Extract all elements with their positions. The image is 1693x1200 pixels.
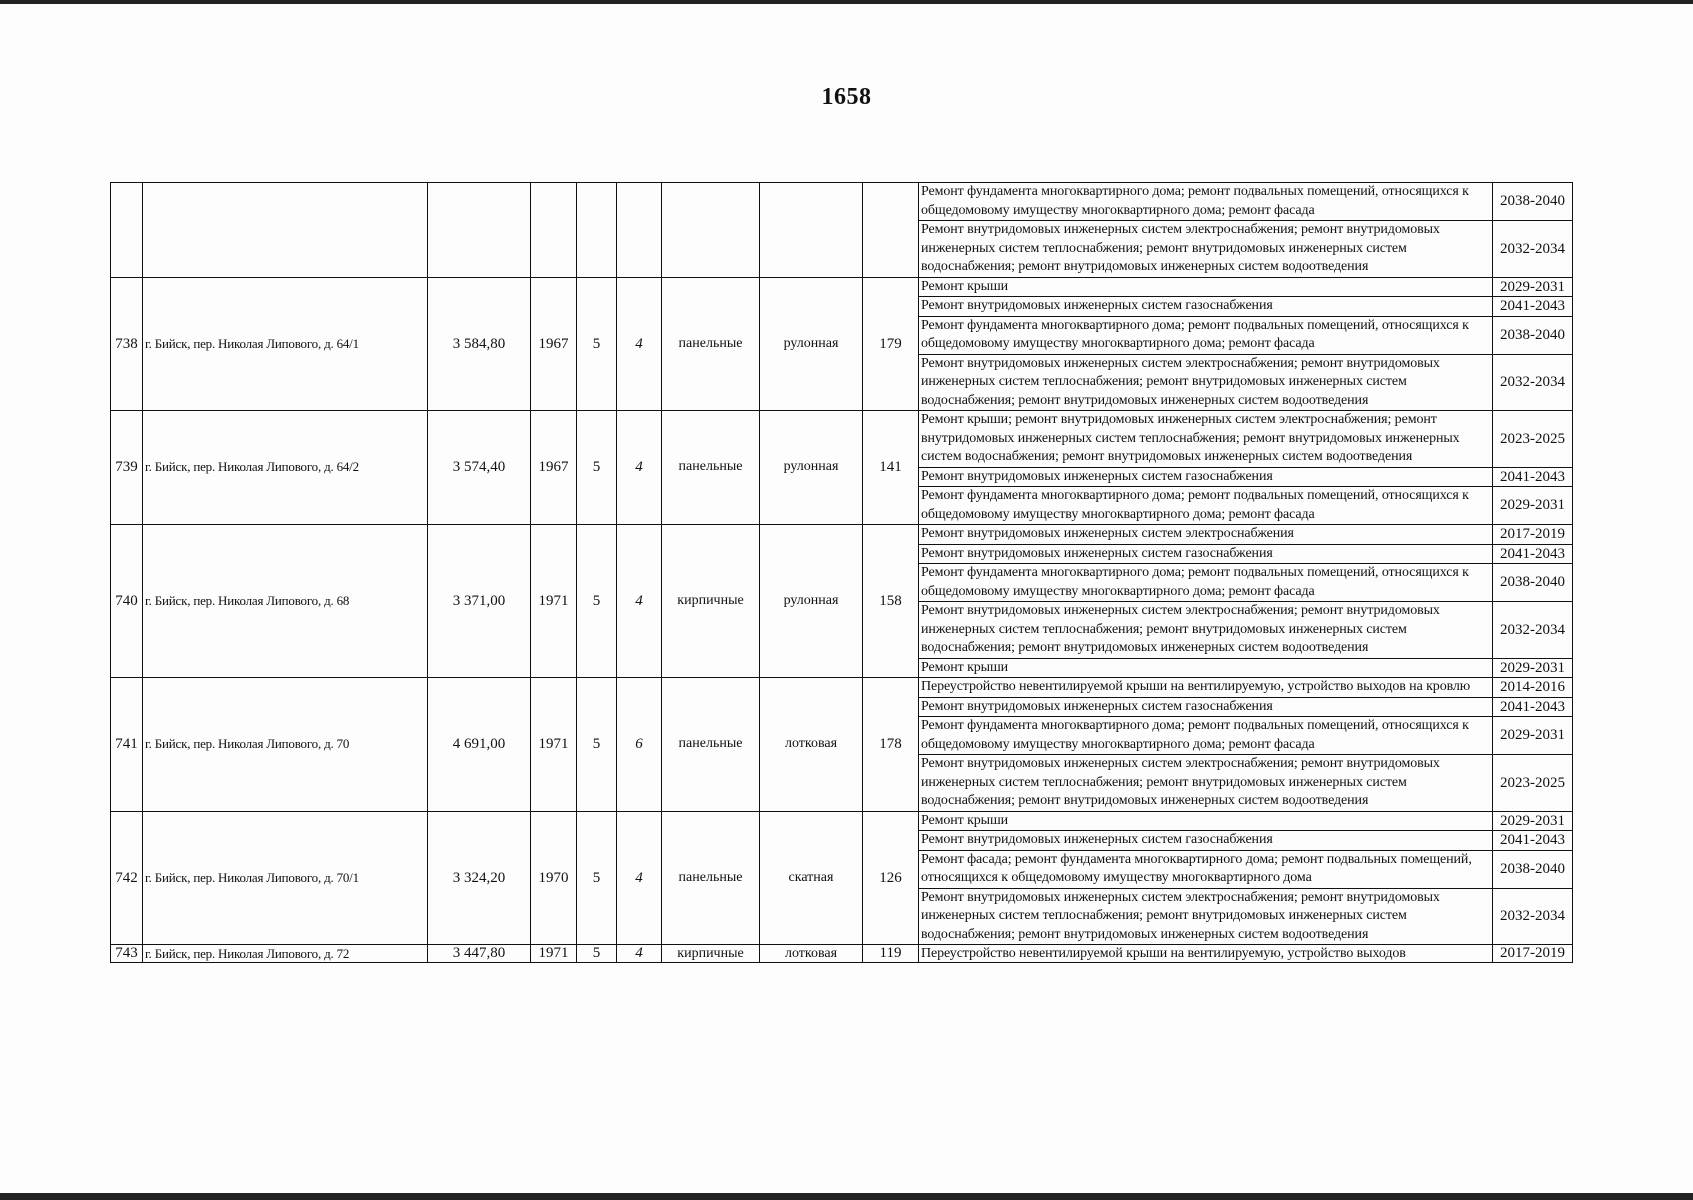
scan-bottom-edge: [0, 1193, 1693, 1200]
work-description: Ремонт внутридомовых инженерных систем газоснабжения: [919, 544, 1493, 564]
residents-count: 179: [863, 277, 919, 411]
building-number: 742: [111, 811, 143, 945]
roof-type: рулонная: [760, 525, 863, 678]
scan-top-edge: [0, 0, 1693, 4]
building-number: 743: [111, 945, 143, 963]
build-year: 1971: [531, 678, 577, 812]
work-description: Ремонт крыши; ремонт внутридомовых инженерных систем электроснабжения; ремонт внутридомовых инженерных систем теплоснабжения; ремонт внутридомовых инженерных систем водоснабжения; ремонт внутридомовых инженерных систем водоотведения: [919, 411, 1493, 468]
table-row: [111, 811, 1573, 831]
table-row: [111, 525, 1573, 545]
work-period: 2023-2025: [1493, 411, 1573, 468]
roof-type: рулонная: [760, 277, 863, 411]
wall-material: кирпичные: [662, 525, 760, 678]
table-row: [111, 945, 1573, 963]
wall-material: кирпичные: [662, 945, 760, 963]
work-description: Ремонт внутридомовых инженерных систем газоснабжения: [919, 297, 1493, 317]
roof-type: рулонная: [760, 411, 863, 525]
work-description: Ремонт внутридомовых инженерных систем электроснабжения; ремонт внутридомовых инженерных систем теплоснабжения; ремонт внутридомовых инженерных систем водоснабжения; ремонт внутридомовых инженерных систем водоотведения: [919, 888, 1493, 945]
building-address: г. Бийск, пер. Николая Липового, д. 64/2: [143, 411, 428, 525]
work-description: Переустройство невентилируемой крыши на вентилируемую, устройство выходов: [919, 945, 1493, 963]
wall-material: панельные: [662, 411, 760, 525]
work-description: Ремонт внутридомовых инженерных систем газоснабжения: [919, 697, 1493, 717]
work-period: 2041-2043: [1493, 297, 1573, 317]
work-description: Ремонт внутридомовых инженерных систем газоснабжения: [919, 831, 1493, 851]
building-number: 740: [111, 525, 143, 678]
work-period: 2038-2040: [1493, 564, 1573, 602]
work-description: Ремонт крыши: [919, 277, 1493, 297]
floors-count: 5: [577, 678, 617, 812]
wall-material: [662, 183, 760, 278]
building-address: г. Бийск, пер. Николая Липового, д. 72: [143, 945, 428, 963]
floors-count: [577, 183, 617, 278]
work-description: Ремонт внутридомовых инженерных систем газоснабжения: [919, 467, 1493, 487]
work-description: Переустройство невентилируемой крыши на вентилируемую, устройство выходов на кровлю: [919, 678, 1493, 698]
build-year: [531, 183, 577, 278]
table-row: [111, 183, 1573, 221]
work-period: 2038-2040: [1493, 850, 1573, 888]
entrances-count: 4: [617, 411, 662, 525]
building-address: г. Бийск, пер. Николая Липового, д. 70/1: [143, 811, 428, 945]
building-number: 741: [111, 678, 143, 812]
work-description: Ремонт фундамента многоквартирного дома; ремонт подвальных помещений, относящихся к общедомовому имуществу многоквартирного дома; ремонт фасада: [919, 717, 1493, 755]
work-period: 2032-2034: [1493, 602, 1573, 659]
work-period: 2041-2043: [1493, 544, 1573, 564]
work-period: 2041-2043: [1493, 467, 1573, 487]
building-number: 739: [111, 411, 143, 525]
building-area: [428, 183, 531, 278]
residents-count: 178: [863, 678, 919, 812]
residents-count: 158: [863, 525, 919, 678]
entrances-count: [617, 183, 662, 278]
floors-count: 5: [577, 277, 617, 411]
floors-count: 5: [577, 411, 617, 525]
residents-count: [863, 183, 919, 278]
work-period: 2017-2019: [1493, 945, 1573, 963]
work-description: Ремонт внутридомовых инженерных систем электроснабжения; ремонт внутридомовых инженерных систем теплоснабжения; ремонт внутридомовых инженерных систем водоснабжения; ремонт внутридомовых инженерных систем водоотведения: [919, 221, 1493, 278]
work-description: Ремонт внутридомовых инженерных систем электроснабжения; ремонт внутридомовых инженерных систем теплоснабжения; ремонт внутридомовых инженерных систем водоснабжения; ремонт внутридомовых инженерных систем водоотведения: [919, 602, 1493, 659]
entrances-count: 6: [617, 678, 662, 812]
work-period: 2032-2034: [1493, 221, 1573, 278]
work-description: Ремонт внутридомовых инженерных систем электроснабжения: [919, 525, 1493, 545]
work-period: 2038-2040: [1493, 316, 1573, 354]
building-number: [111, 183, 143, 278]
work-period: 2032-2034: [1493, 354, 1573, 411]
entrances-count: 4: [617, 945, 662, 963]
building-address: г. Бийск, пер. Николая Липового, д. 64/1: [143, 277, 428, 411]
floors-count: 5: [577, 945, 617, 963]
floors-count: 5: [577, 525, 617, 678]
table-body: [111, 183, 1573, 963]
residents-count: 119: [863, 945, 919, 963]
work-description: Ремонт внутридомовых инженерных систем электроснабжения; ремонт внутридомовых инженерных систем теплоснабжения; ремонт внутридомовых инженерных систем водоснабжения; ремонт внутридомовых инженерных систем водоотведения: [919, 354, 1493, 411]
table-row: [111, 277, 1573, 297]
building-number: 738: [111, 277, 143, 411]
building-area: 3 574,40: [428, 411, 531, 525]
building-area: 3 447,80: [428, 945, 531, 963]
work-period: 2029-2031: [1493, 811, 1573, 831]
page-number: 1658: [821, 84, 872, 110]
roof-type: лотковая: [760, 678, 863, 812]
building-area: 4 691,00: [428, 678, 531, 812]
building-address: г. Бийск, пер. Николая Липового, д. 70: [143, 678, 428, 812]
work-period: 2014-2016: [1493, 678, 1573, 698]
work-description: Ремонт фундамента многоквартирного дома; ремонт подвальных помещений, относящихся к общедомовому имуществу многоквартирного дома; ремонт фасада: [919, 316, 1493, 354]
work-description: Ремонт фундамента многоквартирного дома; ремонт подвальных помещений, относящихся к общедомовому имуществу многоквартирного дома; ремонт фасада: [919, 564, 1493, 602]
work-period: 2032-2034: [1493, 888, 1573, 945]
repair-program-table: [110, 182, 1573, 963]
build-year: 1971: [531, 945, 577, 963]
wall-material: панельные: [662, 811, 760, 945]
entrances-count: 4: [617, 525, 662, 678]
building-area: 3 584,80: [428, 277, 531, 411]
roof-type: лотковая: [760, 945, 863, 963]
wall-material: панельные: [662, 678, 760, 812]
building-area: 3 324,20: [428, 811, 531, 945]
work-period: 2029-2031: [1493, 277, 1573, 297]
work-period: 2041-2043: [1493, 697, 1573, 717]
building-address: [143, 183, 428, 278]
work-period: 2017-2019: [1493, 525, 1573, 545]
work-period: 2029-2031: [1493, 717, 1573, 755]
build-year: 1971: [531, 525, 577, 678]
build-year: 1970: [531, 811, 577, 945]
building-address: г. Бийск, пер. Николая Липового, д. 68: [143, 525, 428, 678]
residents-count: 126: [863, 811, 919, 945]
residents-count: 141: [863, 411, 919, 525]
work-description: Ремонт фундамента многоквартирного дома; ремонт подвальных помещений, относящихся к общедомовому имуществу многоквартирного дома; ремонт фасада: [919, 487, 1493, 525]
table-row: [111, 678, 1573, 698]
work-description: Ремонт крыши: [919, 811, 1493, 831]
building-area: 3 371,00: [428, 525, 531, 678]
build-year: 1967: [531, 411, 577, 525]
work-description: Ремонт фундамента многоквартирного дома; ремонт подвальных помещений, относящихся к общедомовому имуществу многоквартирного дома; ремонт фасада: [919, 183, 1493, 221]
work-description: Ремонт внутридомовых инженерных систем электроснабжения; ремонт внутридомовых инженерных систем теплоснабжения; ремонт внутридомовых инженерных систем водоснабжения; ремонт внутридомовых инженерных систем водоотведения: [919, 755, 1493, 812]
table-row: [111, 411, 1573, 468]
wall-material: панельные: [662, 277, 760, 411]
work-description: Ремонт фасада; ремонт фундамента многоквартирного дома; ремонт подвальных помещений, относящихся к общедомовому имуществу многоквартирного дома: [919, 850, 1493, 888]
roof-type: [760, 183, 863, 278]
build-year: 1967: [531, 277, 577, 411]
work-period: 2029-2031: [1493, 658, 1573, 678]
work-period: 2038-2040: [1493, 183, 1573, 221]
entrances-count: 4: [617, 277, 662, 411]
work-period: 2023-2025: [1493, 755, 1573, 812]
roof-type: скатная: [760, 811, 863, 945]
work-description: Ремонт крыши: [919, 658, 1493, 678]
work-period: 2041-2043: [1493, 831, 1573, 851]
entrances-count: 4: [617, 811, 662, 945]
work-period: 2029-2031: [1493, 487, 1573, 525]
floors-count: 5: [577, 811, 617, 945]
